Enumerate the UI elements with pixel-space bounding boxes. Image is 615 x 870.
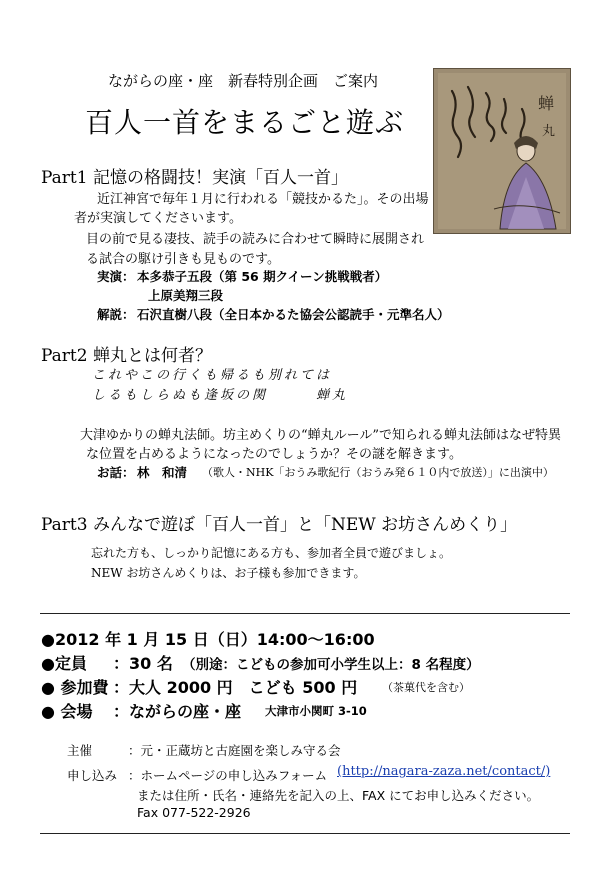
capacity-note: （別途：こどもの参加可小学生以上：8 名程度） — [182, 657, 480, 673]
part3-text-line1: 忘れた方も、しっかり記憶にある方も、参加者全員で遊びましょ。 — [91, 546, 452, 560]
part3-text-line2: NEW お坊さんめくりは、お子様も参加できます。 — [91, 566, 366, 580]
svg-text:丸: 丸 — [542, 124, 556, 139]
part2-speaker-note: （歌人・NHK「おうみ歌紀行（おうみ発６１０内で放送）」に出演中） — [202, 466, 554, 479]
poem-line1: これやこの行くも帰るも別れては — [92, 368, 333, 383]
part1-commentary: 石沢直樹八段（全日本かるた協会公認読手・元準名人） — [137, 307, 450, 322]
part2-text-line2: な位置を占めるようになったのでしょうか？その謎を解きます。 — [86, 447, 462, 462]
part1-demo-performer1: 本多恭子五段（第 56 期クイーン挑戦戦者） — [137, 269, 388, 284]
divider-top — [40, 613, 570, 614]
part2-heading: Part2 蝉丸とは何者？ — [41, 346, 212, 366]
karuta-card-illustration — [433, 68, 571, 234]
semimaru-portrait-image — [434, 69, 570, 233]
part1-text-line1: 近江神宮で毎年１月に行われる「競技かるた」。その出場 — [97, 192, 429, 207]
venue-value: ：ながらの座・座 — [113, 702, 242, 721]
capacity-label: ●定員 — [41, 654, 87, 673]
event-date: ●2012 年 1 月 15 日（日）14:00～16:00 — [41, 630, 375, 649]
part1-text-line3: 目の前で見る凄技、読手の読みに合わせて瞬時に展開され — [86, 232, 425, 247]
host-label: 主催 — [67, 743, 93, 758]
host-value: ：元・正蔵坊と古庭園を楽しみ守る会 — [128, 743, 341, 758]
apply-label: 申し込み — [67, 768, 118, 783]
card-calligraphy-text: 蝉 — [538, 94, 555, 113]
part1-heading: Part1 記憶の格闘技！実演「百人一首」 — [41, 168, 348, 188]
part3-heading: Part3 みんなで遊ぼ「百人一首」と「NEW お坊さんめくり」 — [41, 515, 518, 535]
poem-line2: しるもしらぬも逢坂の関 — [92, 388, 269, 403]
part2-talk-label: お話： — [97, 465, 135, 480]
event-title: 百人一首をまるごと遊ぶ — [85, 106, 405, 139]
part1-demo-label: 実演： — [97, 269, 135, 284]
venue-label: ● 会場 — [41, 702, 93, 721]
fee-label: ● 参加費 — [41, 678, 109, 697]
apply-alternative: または住所・氏名・連絡先を記入の上、FAX にてお申し込みください。 — [137, 788, 540, 803]
contact-form-link[interactable]: (http://nagara-zaza.net/contact/) — [337, 764, 551, 779]
poem-author: 蝉丸 — [316, 388, 349, 403]
fee-note: （茶菓代を含む） — [382, 681, 470, 694]
event-subtitle: ながらの座・座 新春特別企画 ご案内 — [108, 72, 379, 90]
divider-bottom — [40, 833, 570, 834]
capacity-value: ：30 名 — [113, 654, 173, 673]
apply-value: ：ホームページの申し込みフォーム — [128, 768, 328, 783]
part2-text-line1: 大津ゆかりの蝉丸法師。坊主めくりの“蝉丸ルール”で知られる蝉丸法師はなぜ特異 — [80, 428, 562, 443]
fee-value: ：大人 2000 円 こども 500 円 — [113, 678, 358, 697]
venue-address: 大津市小関町 3-10 — [265, 704, 367, 718]
part1-text-line2: 者が実演してくださいます。 — [74, 211, 242, 226]
part1-commentary-label: 解説： — [97, 307, 135, 322]
fax-number: Fax 077-522-2926 — [137, 805, 251, 820]
part2-speaker-name: 林 和清 — [137, 465, 188, 480]
part1-text-line4: る試合の駆け引きも見ものです。 — [86, 252, 280, 267]
part1-demo-performer2: 上原美翔三段 — [148, 288, 224, 303]
